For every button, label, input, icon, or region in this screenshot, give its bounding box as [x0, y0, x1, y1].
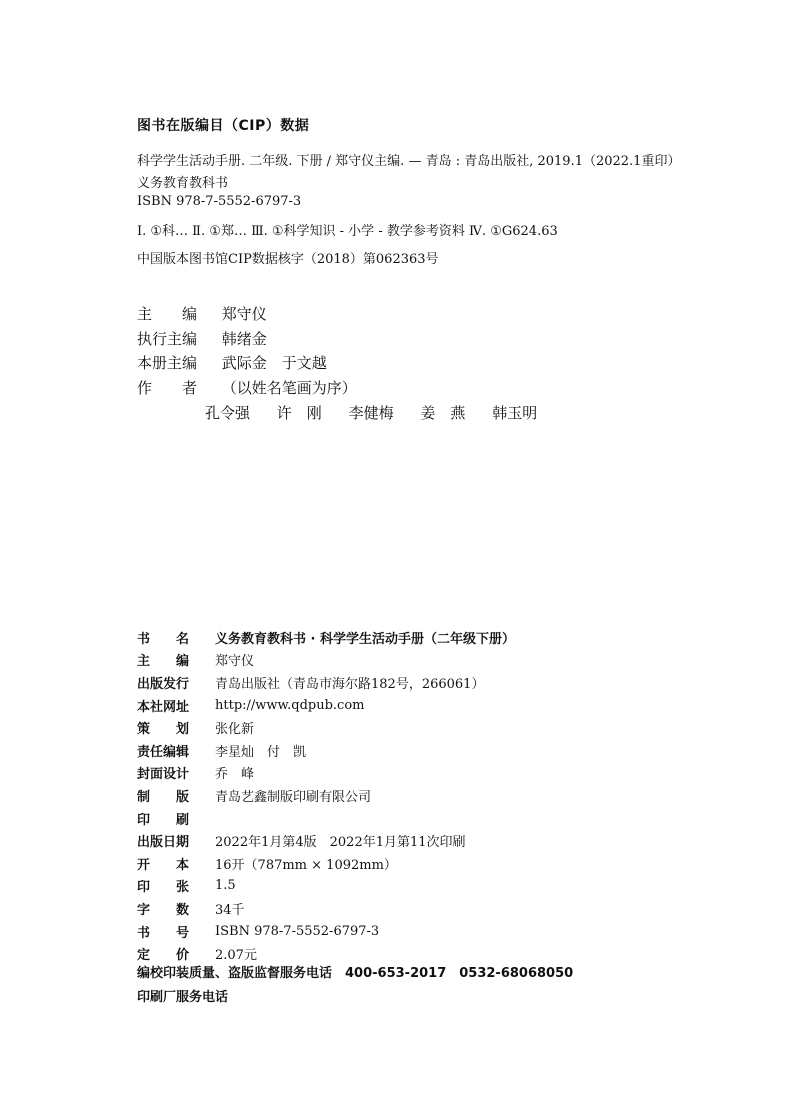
author-list	[205, 402, 559, 423]
info-label: 印 刷	[137, 812, 190, 828]
author-name: 李健梅	[348, 404, 394, 422]
info-value: 2.07元	[215, 948, 257, 964]
credit-role: 执行主编	[137, 330, 198, 348]
author-name: 姜 燕	[420, 404, 466, 422]
info-row	[137, 852, 697, 875]
printer-service-line: 印刷厂服务电话	[137, 990, 229, 1005]
info-row	[137, 649, 697, 672]
info-label: 出版日期	[137, 835, 190, 851]
cip-line: Ⅰ. ①科… Ⅱ. ①郑… Ⅲ. ①科学知识 - 小学 - 教学参考资料 Ⅳ. ①G624.63	[137, 224, 558, 239]
info-label: 定 价	[137, 948, 190, 964]
info-row	[137, 694, 697, 717]
info-row	[137, 739, 697, 762]
info-row	[137, 807, 697, 830]
credit-name: 韩绪金	[221, 330, 267, 348]
author-name: 韩玉明	[492, 404, 538, 422]
info-label: 印 张	[137, 880, 190, 896]
info-row	[137, 875, 697, 898]
credit-role: 作 者	[137, 379, 198, 397]
info-label: 书 号	[137, 925, 190, 941]
info-row	[137, 671, 697, 694]
credit-role: 本册主编	[137, 354, 198, 372]
info-value: 张化新	[215, 722, 255, 738]
author-name: 孔令强	[205, 404, 251, 422]
cip-line: ISBN 978-7-5552-6797-3	[137, 194, 302, 209]
info-label: 字 数	[137, 902, 190, 918]
info-value: 乔 峰	[215, 767, 255, 783]
cip-line: 科学学生活动手册. 二年级. 下册 / 郑守仪主编. — 青岛 : 青岛出版社, 2019.1（2022.1重印）	[137, 154, 681, 169]
author-name: 许 刚	[276, 404, 322, 422]
credit-row	[137, 352, 327, 373]
info-label: 本社网址	[137, 699, 190, 715]
info-label: 开 本	[137, 857, 190, 873]
info-value: ISBN 978-7-5552-6797-3	[215, 923, 380, 939]
credit-name: （以姓名笔画为序）	[221, 379, 357, 397]
credit-row	[137, 377, 357, 398]
info-label: 出版发行	[137, 676, 190, 692]
info-row	[137, 829, 697, 852]
info-row	[137, 784, 697, 807]
cip-line: 中国版本图书馆CIP数据核字（2018）第062363号	[137, 252, 439, 267]
info-label: 策 划	[137, 722, 190, 738]
credit-row	[137, 303, 267, 324]
info-label: 责任编辑	[137, 744, 190, 760]
info-value: 青岛出版社（青岛市海尔路182号，266061）	[215, 676, 485, 692]
info-value: 义务教育教科书 · 科学学生活动手册（二年级下册）	[215, 631, 515, 647]
cip-line: 义务教育教科书	[137, 176, 229, 191]
publication-info	[137, 626, 697, 965]
info-label: 书 名	[137, 631, 190, 647]
info-row	[137, 716, 697, 739]
info-value: 1.5	[215, 878, 236, 894]
credit-name: 郑守仪	[221, 305, 267, 323]
info-value: 34千	[215, 902, 245, 918]
info-value: http://www.qdpub.com	[215, 697, 365, 713]
info-value: 李星灿 付 凯	[215, 744, 307, 760]
cip-title: 图书在版编目（CIP）数据	[137, 118, 310, 134]
info-row	[137, 920, 697, 943]
credit-role: 主 编	[137, 305, 198, 323]
info-label: 制 版	[137, 789, 190, 805]
info-value: 青岛艺鑫制版印刷有限公司	[215, 789, 372, 805]
credit-name: 武际金 于文越	[221, 354, 327, 372]
info-value: 2022年1月第4版 2022年1月第11次印刷	[215, 835, 466, 851]
info-value: 16开（787mm × 1092mm）	[215, 857, 397, 873]
info-row	[137, 897, 697, 920]
info-label: 封面设计	[137, 767, 190, 783]
info-row	[137, 626, 697, 649]
credit-row	[137, 328, 267, 349]
quality-hotline: 编校印装质量、盗版监督服务电话 400-653-2017 0532-68068050	[137, 966, 574, 981]
info-value: 郑守仪	[215, 654, 255, 670]
info-row	[137, 762, 697, 785]
info-label: 主 编	[137, 654, 190, 670]
